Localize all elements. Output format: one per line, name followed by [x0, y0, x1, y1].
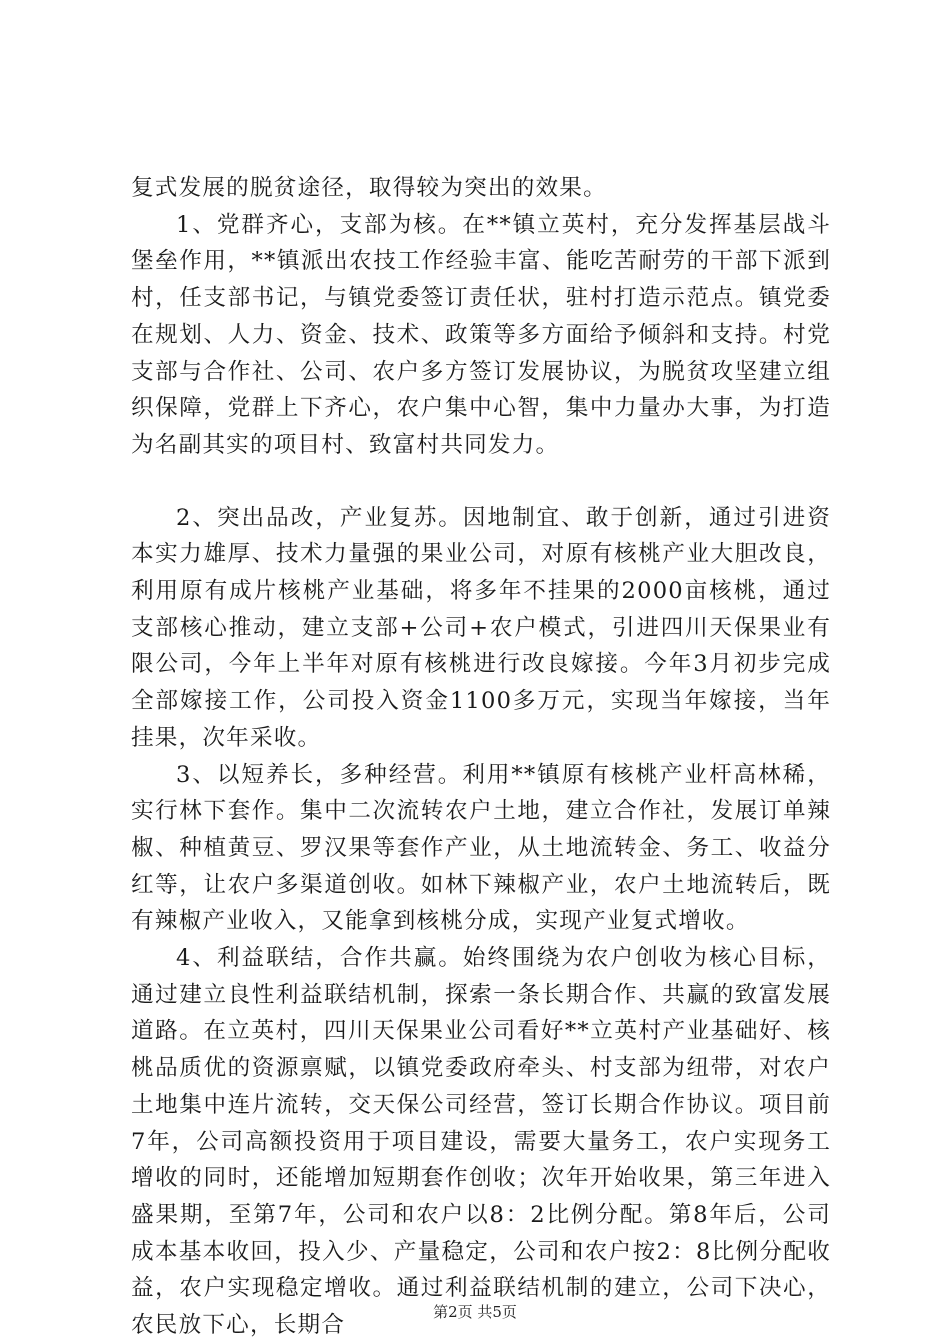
paragraph-section-2: 2、突出品改，产业复苏。因地制宜、敢于创新，通过引进资本实力雄厚、技术力量强的果业公司，对原有核桃产业大胆改良，利用原有成片核桃产业基础，将多年不挂果的2000亩核桃，通过支部核心推动，建立支部+公司+农户模式，引进四川天保果业有限公司，今年上半年对原有核桃进行改良嫁接。今年3月初步完成全部嫁接工作，公司投入资金1100多万元，实现当年嫁接，当年挂果，次年采收。 [131, 504, 831, 751]
document-body [131, 170, 831, 1344]
paragraph-section-3: 3、以短养长，多种经营。利用**镇原有核桃产业杆高林稀，实行林下套作。集中二次流转农户土地，建立合作社，发展订单辣椒、种植黄豆、罗汉果等套作产业，从土地流转金、务工、收益分红等，让农户多渠道创收。如林下辣椒产业，农户土地流转后，既有辣椒产业收入，又能拿到核桃分成，实现产业复式增收。 [131, 761, 831, 935]
paragraph-continuation: 复式发展的脱贫途径，取得较为突出的效果。 [131, 175, 607, 201]
paragraph-section-1: 1、党群齐心，支部为核。在**镇立英村，充分发挥基层战斗堡垒作用，**镇派出农技工作经验丰富、能吃苦耐劳的干部下派到村，任支部书记，与镇党委签订责任状，驻村打造示范点。镇党委在规划、人力、资金、技术、政策等多方面给予倾斜和支持。村党支部与合作社、公司、农户多方签订发展协议，为脱贫攻坚建立组织保障，党群上下齐心，农户集中心智，集中力量办大事，为打造为名副其实的项目村、致富村共同发力。 [131, 211, 831, 458]
paragraph-section-4: 4、利益联结，合作共赢。始终围绕为农户创收为核心目标，通过建立良性利益联结机制，探索一条长期合作、共赢的致富发展道路。在立英村，四川天保果业公司看好**立英村产业基础好、核桃品质优的资源禀赋，以镇党委政府牵头、村支部为纽带，对农户土地集中连片流转，交天保公司经营，签订长期合作协议。项目前7年，公司高额投资用于项目建设，需要大量务工，农户实现务工增收的同时，还能增加短期套作创收；次年开始收果，第三年进入盛果期，至第7年，公司和农户以8：2比例分配。第8年后，公司成本基本收回，投入少、产量稳定，公司和农户按2：8比例分配收益，农户实现稳定增收。通过利益联结机制的建立，公司下决心，农民放下心，长期合 [131, 945, 831, 1339]
paragraph-spacer [131, 464, 831, 500]
page-number-footer: 第2页 共5页 [433, 1303, 517, 1321]
